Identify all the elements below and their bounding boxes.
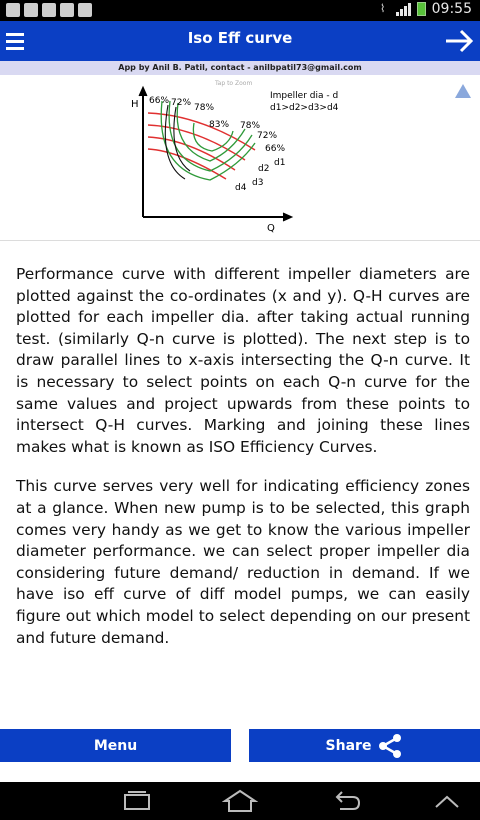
share-button-label: Share [325, 737, 372, 754]
scroll-up-arrow-icon[interactable] [454, 83, 472, 99]
x-axis-label: Q [267, 223, 275, 234]
recent-apps-icon[interactable] [120, 789, 154, 813]
app-bar [0, 21, 480, 61]
iso-efficiency-diagram [0, 75, 480, 240]
app-credit: App by Anil B. Patil, contact - anilbpatil73@gmail.com [0, 61, 480, 75]
notification-icon [78, 3, 92, 17]
chevron-up-icon[interactable] [432, 789, 462, 813]
divider [0, 240, 480, 241]
home-icon[interactable] [222, 789, 258, 813]
head-curve-d4 [148, 149, 226, 179]
dia-label: d1 [274, 158, 286, 168]
article-content [16, 264, 470, 667]
dia-label: d3 [252, 178, 264, 188]
notification-icon [60, 3, 74, 17]
bottom-action-bar [0, 729, 480, 762]
signal-icon [396, 2, 411, 16]
dia-label: d4 [235, 183, 247, 193]
menu-button[interactable] [0, 729, 231, 762]
eff-label: 72% [171, 98, 192, 108]
y-axis-label: H [131, 99, 139, 110]
back-icon[interactable] [328, 789, 362, 813]
menu-button-label: Menu [93, 737, 138, 754]
dia-label: d2 [258, 164, 270, 174]
wifi-icon: ⌇ [379, 2, 386, 15]
paragraph: Performance curve with different impeller diameters are plotted against the co-ordinates (x and y). Q-H curves are plotted for each impeller dia. after taking actual running test. (similarly Q-n curve is plotted). The next step is to draw parallel lines to x-axis intersecting the Q-n curve. It is necessary to select points on each Q-n curve for the same values and project upwards from these points to intersect Q-H curves. Marking and joining these lines makes what is known as ISO Efficiency Curves. [16, 265, 470, 456]
notification-icon [42, 3, 56, 17]
system-nav-bar [0, 782, 480, 820]
paragraph: This curve serves very well for indicating efficiency zones at a glance. When new pump is to be selected, this graph comes very handy as we get to know the various impeller diameter performance. we can select proper impeller dia considering future demand/ reduction in demand. If we have iso eff curve of diff model pumps, we can easily figure out which model to select depending on our present and future demand. [16, 477, 470, 647]
next-arrow-icon[interactable] [442, 23, 476, 59]
page-title: Iso Eff curve [187, 29, 293, 47]
x-axis-arrow [283, 213, 292, 221]
legend-line-2: d1>d2>d3>d4 [270, 103, 339, 113]
eff-label: 66% [149, 96, 170, 106]
eff-label: 66% [265, 144, 286, 154]
eff-label: 78% [194, 103, 215, 113]
y-axis-arrow [139, 87, 147, 96]
share-icon [377, 733, 403, 759]
status-bar [0, 0, 480, 21]
share-button[interactable] [249, 729, 480, 762]
notification-icon [6, 3, 20, 17]
iso-efficiency-figure[interactable] [0, 75, 480, 240]
status-time: 09:55 [431, 1, 472, 17]
tap-to-zoom-hint: Tap to Zoom [215, 80, 253, 87]
eff-label: 83% [209, 120, 230, 130]
eff-label: 72% [257, 131, 278, 141]
eff-label: 78% [240, 121, 261, 131]
notification-icon [24, 3, 38, 17]
legend-line-1: Impeller dia - d [270, 91, 339, 101]
notification-icons [6, 3, 92, 17]
battery-icon [417, 2, 426, 16]
head-curve-d1 [148, 113, 255, 150]
